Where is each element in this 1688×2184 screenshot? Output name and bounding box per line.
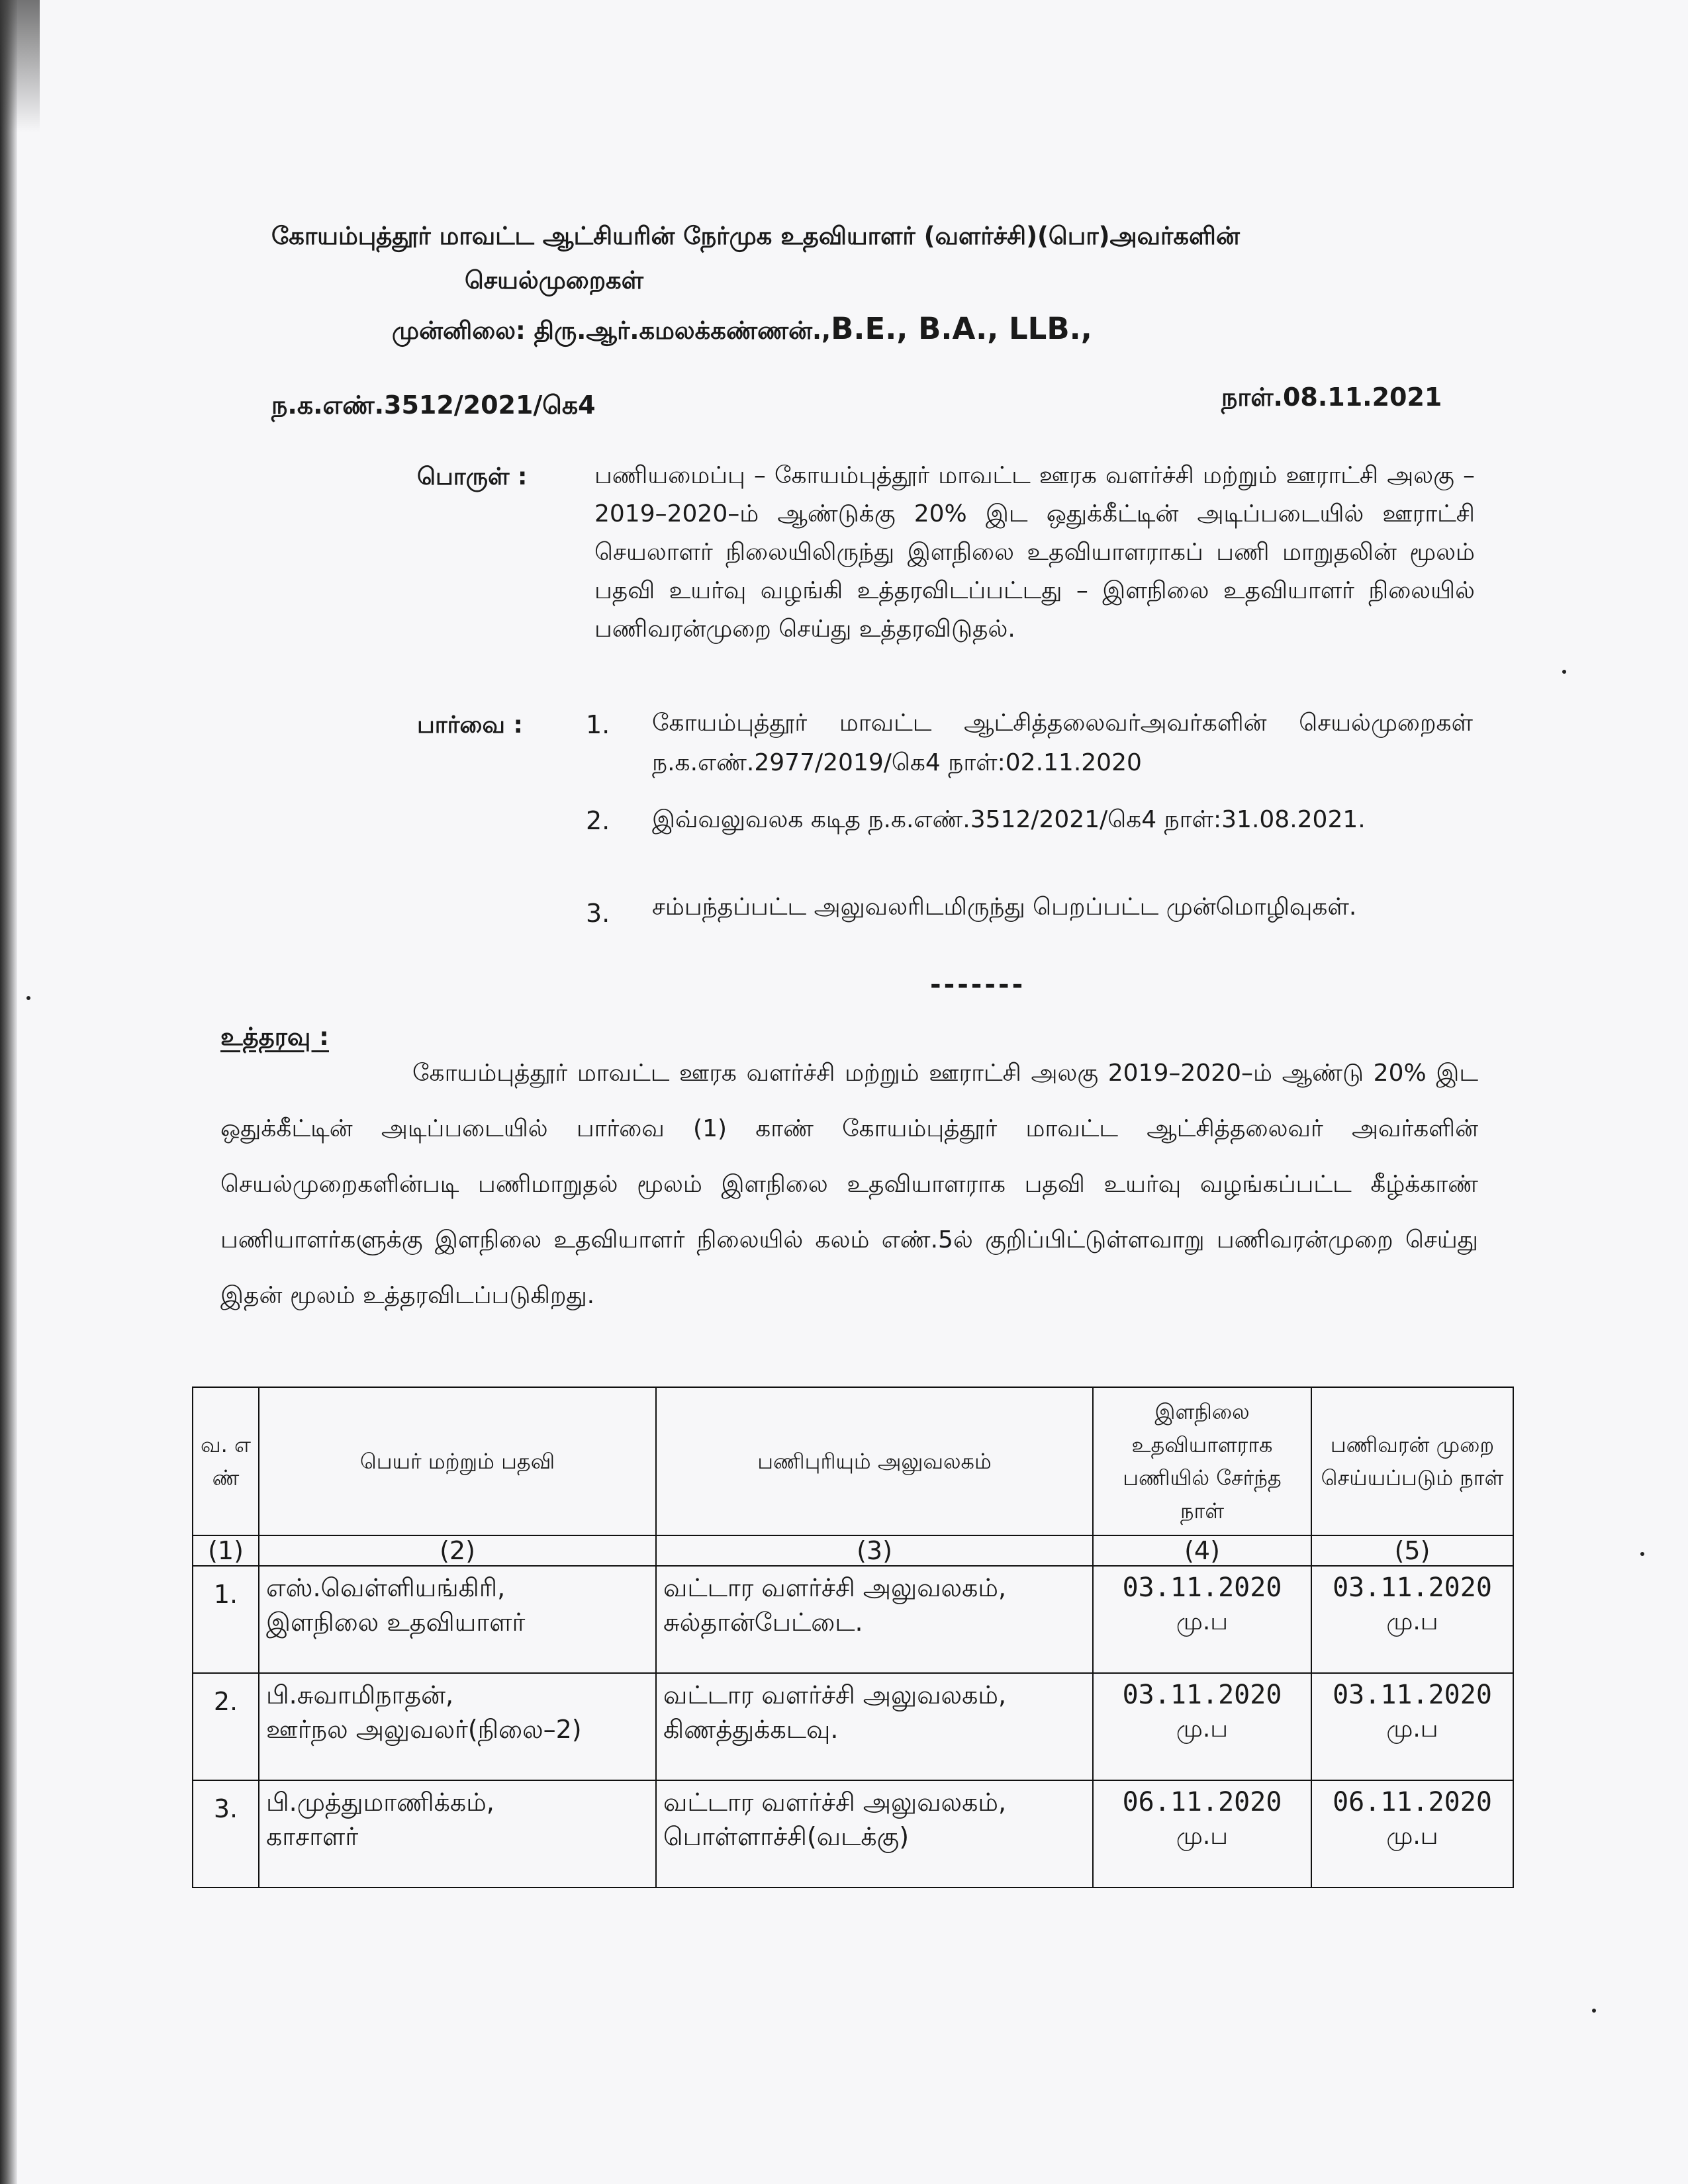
reference-number: ந.க.எண்.3512/2021/கெ4: [271, 390, 596, 420]
employee-designation: காசாளர்: [266, 1822, 359, 1851]
scan-speck: [1592, 2009, 1596, 2013]
page-left-edge-shadow: [0, 0, 17, 2184]
employee-name: எஸ்.வெள்ளியங்கிரி,: [266, 1573, 506, 1602]
row-serial: 3.: [193, 1780, 259, 1888]
joining-date: 06.11.2020: [1122, 1787, 1282, 1817]
employee-name: பி.முத்துமாணிக்கம்,: [266, 1788, 494, 1817]
header-joining-date: இளநிலை உதவியாளராக பணியில் சேர்ந்த நாள்: [1093, 1387, 1311, 1535]
references-label: பார்வை :: [417, 711, 523, 739]
header-office: பணிபுரியும் அலுவலகம்: [656, 1387, 1093, 1535]
office-place: கிணத்துக்கடவு.: [663, 1715, 839, 1744]
order-body: கோயம்புத்தூர் மாவட்ட ஊரக வளர்ச்சி மற்றும் ஊராட்சி அலகு 2019–2020–ம் ஆண்டு 20% இட ஒதுக்கீட்டின் அடிப்படையில் பார்வை (1) காண் கோயம்புத்தூர் மாவட்ட ஆட்சித்தலைவர் அவர்களின் செயல்முறைகளின்படி பணிமாறுதல் மூலம் இளநிலை உதவியாளராக பதவி உயர்வு வழங்கப்பட்ட கீழ்க்காண் பணியாளர்களுக்கு இளநிலை உதவியாளர் நிலையில் கலம் எண்.5ல் குறிப்பிட்டுள்ளவாறு பணிவரன்முறை செய்து இதன் மூலம் உத்தரவிடப்படுகிறது.: [220, 1060, 1478, 1309]
table-row: [193, 1673, 1513, 1780]
header-name-designation: பெயர் மற்றும் பதவி: [259, 1387, 656, 1535]
regularisation-session: மு.ப: [1386, 1823, 1438, 1850]
order-heading: உத்தரவு :: [220, 1023, 329, 1051]
column-number: (4): [1093, 1535, 1311, 1566]
scan-speck: [1640, 1552, 1644, 1556]
row-name-designation: [259, 1566, 656, 1673]
subject-text: பணியமைப்பு – கோயம்புத்தூர் மாவட்ட ஊரக வளர்ச்சி மற்றும் ஊராட்சி அலகு – 2019–2020–ம் ஆண்டுக்கு 20% இட ஒதுக்கீட்டின் அடிப்படையில் ஊராட்சி செயலாளர் நிலையிலிருந்து இளநிலை உதவியாளராகப் பணி மாறுதலின் மூலம் பதவி உயர்வு வழங்கி உத்தரவிடப்பட்டது – இளநிலை உதவியாளர் நிலையில் பணிவரன்முறை செய்து உத்தரவிடுதல்.: [594, 462, 1475, 643]
header-serial: வ. எ ண்: [193, 1387, 259, 1535]
reference-1-text: கோயம்புத்தூர் மாவட்ட ஆட்சித்தலைவர்அவர்களின் செயல்முறைகள் ந.க.எண்.2977/2019/கெ4 நாள்:02.11.2020: [652, 709, 1473, 776]
joining-session: மு.ப: [1176, 1715, 1229, 1743]
regularisation-date: 03.11.2020: [1333, 1680, 1492, 1710]
regularisation-date: 06.11.2020: [1333, 1787, 1492, 1817]
regularisation-date: 03.11.2020: [1333, 1572, 1492, 1603]
subject-label: பொருள் :: [417, 463, 528, 490]
presence-line: [392, 311, 1092, 348]
office-name: வட்டார வளர்ச்சி அலுவலகம்,: [663, 1788, 1007, 1817]
office-place: பொள்ளாச்சி(வடக்கு): [663, 1822, 910, 1851]
reference-2-number: 2.: [586, 806, 610, 835]
table-column-number-row: [193, 1535, 1513, 1566]
reference-2-text: இவ்வலுவலக கடித ந.க.எண்.3512/2021/கெ4 நாள்:31.08.2021.: [652, 806, 1366, 833]
office-place: சுல்தான்பேட்டை.: [663, 1608, 863, 1637]
employee-name: பி.சுவாமிநாதன்,: [266, 1680, 454, 1709]
document-title-line1: கோயம்புத்தூர் மாவட்ட ஆட்சியரின் நேர்முக உதவியாளர் (வளர்ச்சி)(பொ)அவர்களின்: [271, 222, 1240, 250]
document-date: நாள்.08.11.2021: [1221, 383, 1442, 412]
row-regularisation-date: [1311, 1780, 1513, 1888]
row-office: [656, 1673, 1093, 1780]
joining-session: மு.ப: [1176, 1608, 1229, 1635]
presence-degrees: B.E., B.A., LLB.,: [831, 311, 1092, 346]
row-joining-date: [1093, 1566, 1311, 1673]
scan-speck: [26, 996, 30, 1000]
row-joining-date: [1093, 1673, 1311, 1780]
document-title-line2: செயல்முறைகள்: [465, 266, 644, 295]
row-office: [656, 1566, 1093, 1673]
presence-label: முன்னிலை: திரு.ஆர்.கமலக்கண்ணன்.,: [392, 316, 831, 345]
scan-speck: [1562, 670, 1566, 674]
office-name: வட்டார வளர்ச்சி அலுவலகம்,: [663, 1573, 1007, 1602]
section-separator: -------: [930, 970, 1026, 1000]
joining-session: மு.ப: [1176, 1823, 1229, 1850]
page-corner-shadow: [0, 0, 40, 132]
table-header-row: [193, 1387, 1513, 1535]
row-name-designation: [259, 1673, 656, 1780]
column-number: (1): [193, 1535, 259, 1566]
reference-1-number: 1.: [586, 710, 610, 739]
row-regularisation-date: [1311, 1566, 1513, 1673]
row-regularisation-date: [1311, 1673, 1513, 1780]
reference-3-text: சம்பந்தப்பட்ட அலுவலரிடமிருந்து பெறப்பட்ட முன்மொழிவுகள்.: [652, 893, 1357, 921]
column-number: (2): [259, 1535, 656, 1566]
regularisation-session: மு.ப: [1386, 1715, 1438, 1743]
row-name-designation: [259, 1780, 656, 1888]
row-office: [656, 1780, 1093, 1888]
row-joining-date: [1093, 1780, 1311, 1888]
joining-date: 03.11.2020: [1122, 1572, 1282, 1603]
row-serial: 1.: [193, 1566, 259, 1673]
office-name: வட்டார வளர்ச்சி அலுவலகம்,: [663, 1680, 1007, 1709]
joining-date: 03.11.2020: [1122, 1680, 1282, 1710]
employee-designation: இளநிலை உதவியாளர்: [266, 1608, 526, 1637]
column-number: (3): [656, 1535, 1093, 1566]
table-row: [193, 1780, 1513, 1888]
regularisation-table: [192, 1387, 1514, 1888]
header-regularisation-date: பணிவரன் முறை செய்யப்படும் நாள்: [1311, 1387, 1513, 1535]
column-number: (5): [1311, 1535, 1513, 1566]
table-row: [193, 1566, 1513, 1673]
row-serial: 2.: [193, 1673, 259, 1780]
regularisation-session: மு.ப: [1386, 1608, 1438, 1635]
reference-3-number: 3.: [586, 899, 610, 928]
employee-designation: ஊர்நல அலுவலர்(நிலை–2): [266, 1715, 582, 1744]
